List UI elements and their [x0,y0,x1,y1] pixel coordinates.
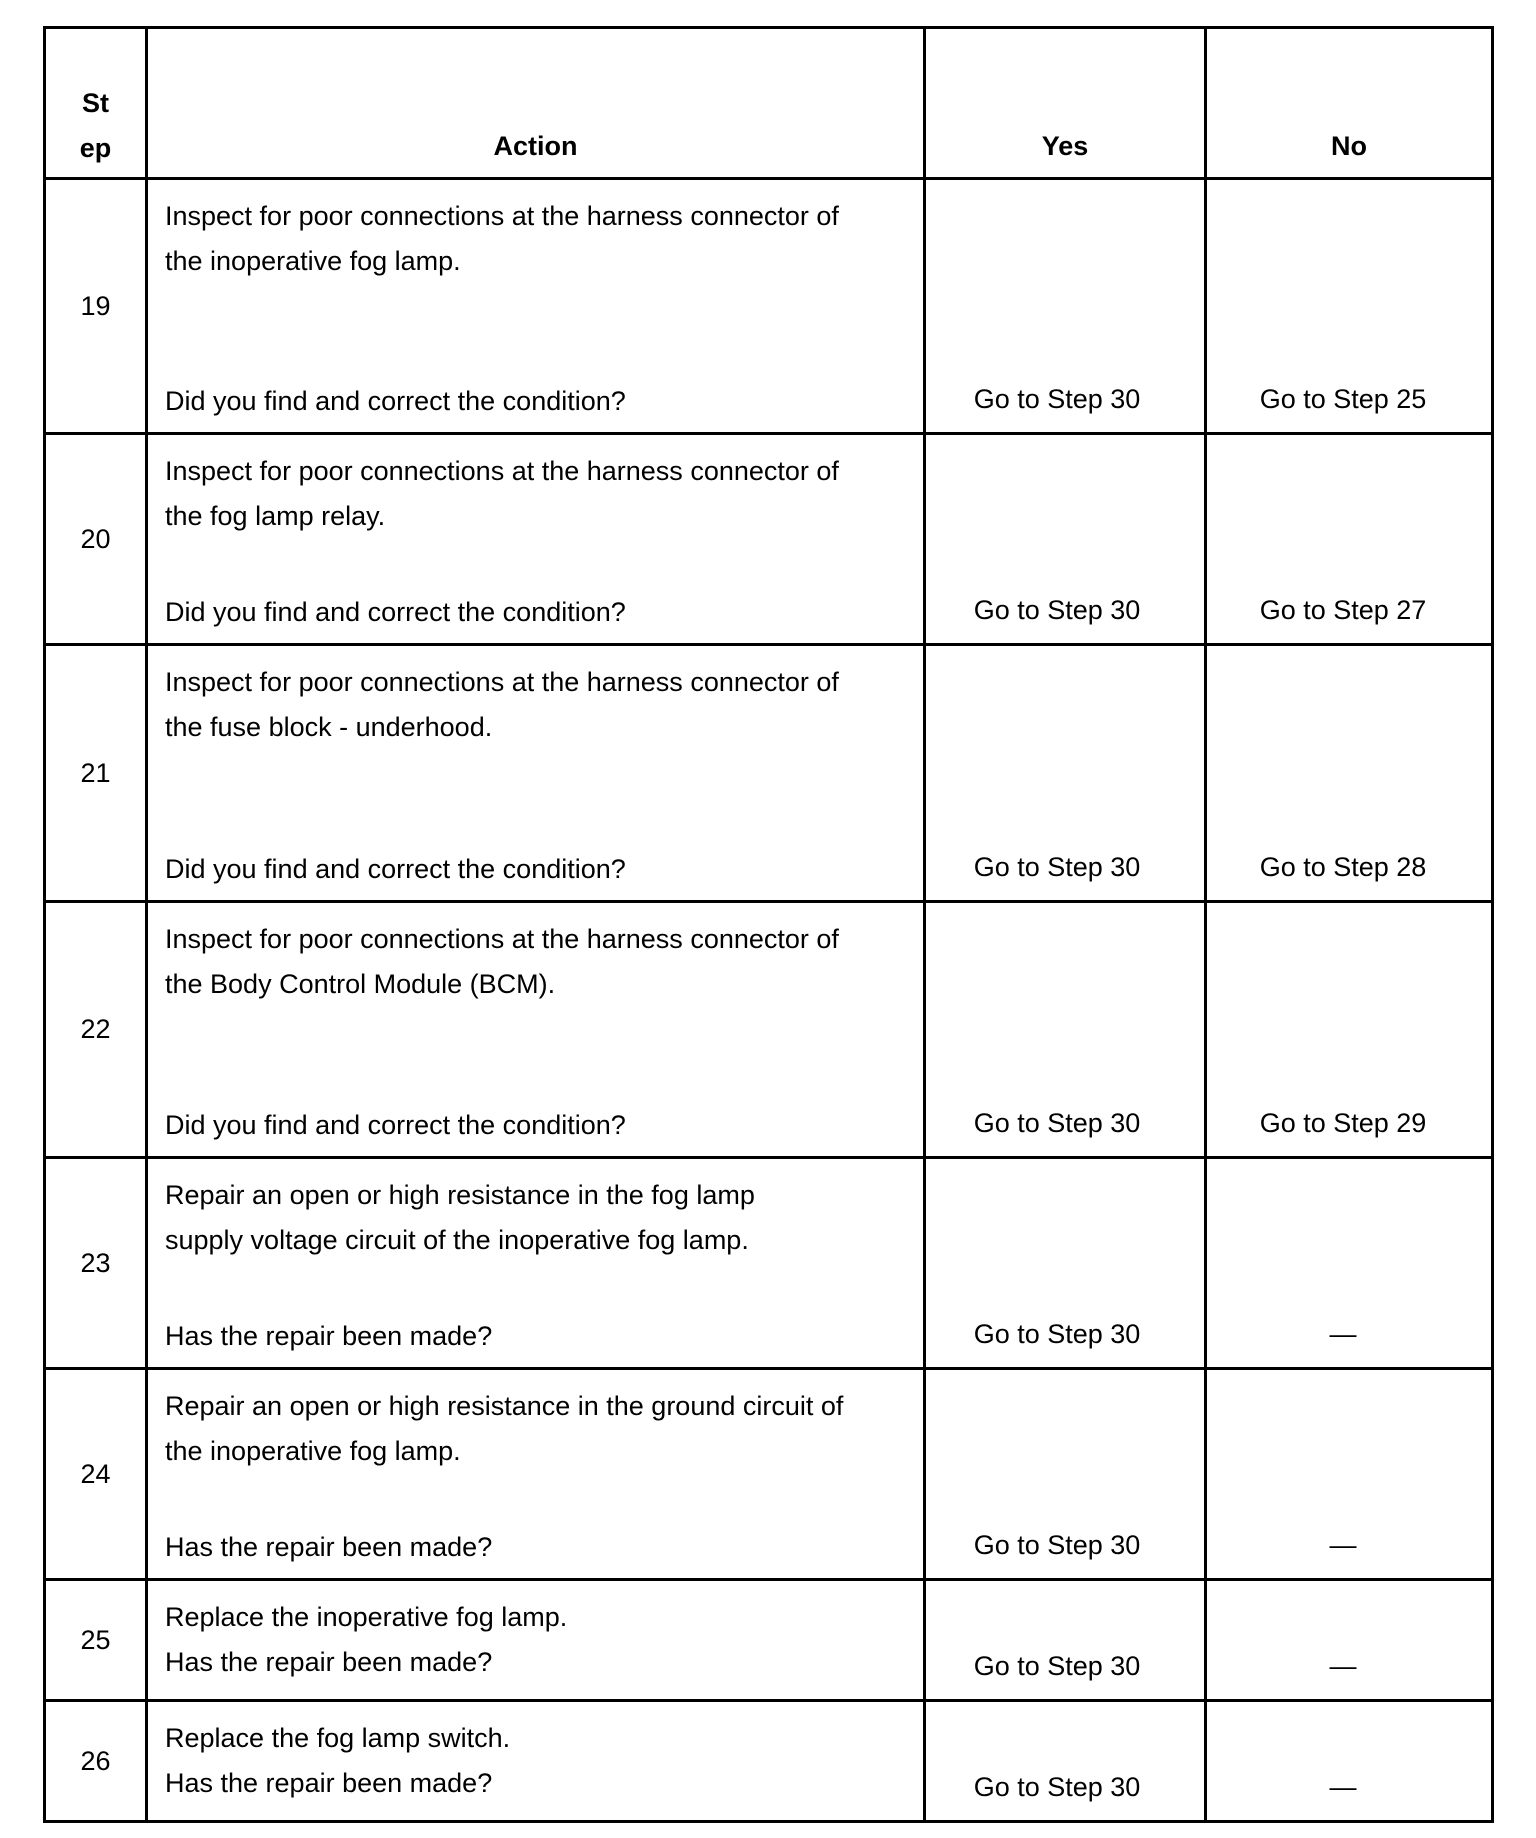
step-number: 20 [45,434,147,645]
no-result: — [1206,1580,1493,1701]
no-result: — [1206,1369,1493,1580]
no-result: — [1206,1701,1493,1822]
action-cell [147,645,925,902]
action-question: Has the repair been made? [165,1647,493,1677]
no-result: Go to Step 25 [1206,179,1493,434]
no-result: Go to Step 27 [1206,434,1493,645]
action-instruction: Inspect for poor connections at the harness connector of the fuse block - underhood. [165,667,839,742]
yes-result: Go to Step 30 [925,1580,1206,1701]
diagnostic-table [43,26,1494,1823]
action-question: Has the repair been made? [165,1768,493,1798]
action-cell [147,1158,925,1369]
action-question: Did you find and correct the condition? [165,1110,626,1140]
yes-result: Go to Step 30 [925,1369,1206,1580]
step-column-header: St ep [45,28,147,179]
yes-result: Go to Step 30 [925,179,1206,434]
action-instruction: Repair an open or high resistance in the ground circuit of the inoperative fog lamp. [165,1391,844,1466]
action-question: Did you find and correct the condition? [165,386,626,416]
table-row [45,1580,1493,1701]
action-column-header: Action [147,28,925,179]
table-row [45,434,1493,645]
action-instruction: Replace the fog lamp switch. [165,1723,511,1753]
action-question: Has the repair been made? [165,1532,493,1562]
yes-result: Go to Step 30 [925,902,1206,1158]
yes-result: Go to Step 30 [925,645,1206,902]
yes-result: Go to Step 30 [925,434,1206,645]
action-instruction: Repair an open or high resistance in the fog lamp supply voltage circuit of the inoperative fog lamp. [165,1180,755,1255]
step-number: 19 [45,179,147,434]
action-cell [147,434,925,645]
table-row [45,179,1493,434]
action-instruction: Inspect for poor connections at the harness connector of the inoperative fog lamp. [165,201,839,276]
table-row [45,1369,1493,1580]
action-question: Did you find and correct the condition? [165,597,626,627]
yes-column-header: Yes [925,28,1206,179]
no-result: Go to Step 29 [1206,902,1493,1158]
table-row [45,645,1493,902]
action-question: Did you find and correct the condition? [165,854,626,884]
step-number: 25 [45,1580,147,1701]
action-cell [147,179,925,434]
action-instruction: Inspect for poor connections at the harness connector of the Body Control Module (BCM). [165,924,839,999]
no-column-header: No [1206,28,1493,179]
no-result: Go to Step 28 [1206,645,1493,902]
table-row [45,1701,1493,1822]
action-cell [147,1701,925,1822]
step-number: 24 [45,1369,147,1580]
action-instruction: Inspect for poor connections at the harness connector of the fog lamp relay. [165,456,839,531]
no-result: — [1206,1158,1493,1369]
action-cell [147,1369,925,1580]
table-header-row [45,28,1493,179]
yes-result: Go to Step 30 [925,1701,1206,1822]
action-cell [147,902,925,1158]
action-cell [147,1580,925,1701]
step-number: 23 [45,1158,147,1369]
step-number: 22 [45,902,147,1158]
step-number: 21 [45,645,147,902]
step-number: 26 [45,1701,147,1822]
action-instruction: Replace the inoperative fog lamp. [165,1602,568,1632]
yes-result: Go to Step 30 [925,1158,1206,1369]
table-row [45,1158,1493,1369]
table-row [45,902,1493,1158]
action-question: Has the repair been made? [165,1321,493,1351]
